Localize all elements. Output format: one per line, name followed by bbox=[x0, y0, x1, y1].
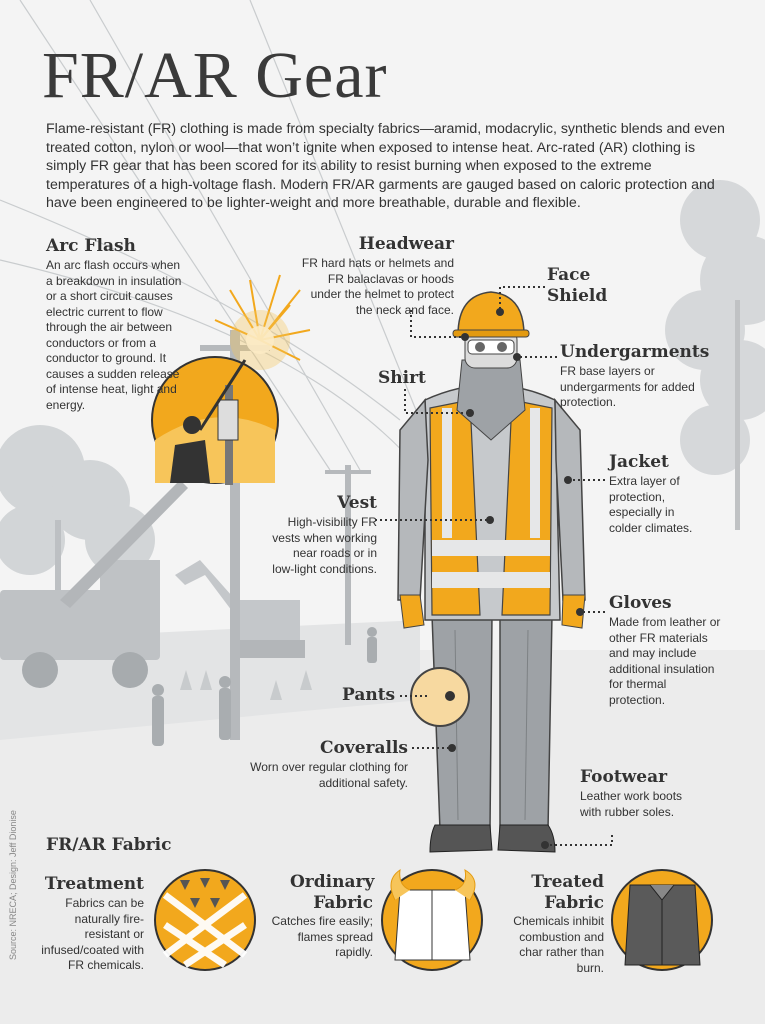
headwear-heading: Headwear bbox=[358, 234, 454, 254]
gloves-text: Made from leather or other FR materials and may include additional insulation for thermal protection. bbox=[609, 615, 721, 707]
ordinary-fabric-line2: Fabric bbox=[313, 893, 373, 913]
gloves-heading: Gloves bbox=[609, 593, 672, 613]
jacket-heading: Jacket bbox=[609, 452, 669, 472]
ordinary-fabric-line1: Ordinary bbox=[290, 872, 375, 892]
coveralls-text: Worn over regular clothing for additional safety. bbox=[250, 760, 408, 790]
footwear-text: Leather work boots with rubber soles. bbox=[580, 789, 683, 819]
headwear-text: FR hard hats or helmets and FR balaclavas or hoods under the helmet to protect the neck and face. bbox=[301, 256, 454, 317]
treated-fabric-circle bbox=[612, 870, 712, 970]
ordinary-fabric-heading bbox=[290, 872, 373, 914]
source-credit: Source: NRECA; Design: Jeff Dionise bbox=[8, 810, 18, 960]
ordinary-fabric-text: Catches fire easily; flames spread rapidly. bbox=[271, 914, 373, 959]
treatment-circle bbox=[155, 870, 255, 970]
treated-fabric-text: Chemicals inhibit combustion and char rather than burn. bbox=[513, 914, 604, 975]
coveralls-heading: Coveralls bbox=[319, 738, 408, 758]
undergarments-heading: Undergarments bbox=[560, 342, 710, 362]
ordinary-fabric-circle bbox=[382, 870, 482, 970]
fabric-heading: FR/AR Fabric bbox=[46, 835, 172, 855]
arc-flash-text: An arc flash occurs when a breakdown in insulation or a short circuit causes electric current to flow through the air between conductors or from a conductor to ground. It causes a sudden release of intense heat, light and energy. bbox=[46, 258, 182, 412]
shirt-heading: Shirt bbox=[378, 368, 426, 388]
treated-fabric-line1: Treated bbox=[531, 872, 604, 892]
pants-zoom bbox=[411, 668, 469, 726]
intro-paragraph: Flame-resistant (FR) clothing is made from specialty fabrics—aramid, modacrylic, synthetic blends and even treated cotton, nylon or wool—that won’t ignite when exposed to intense heat. Arc-rated (AR) clothing is simply FR gear that has been scored for its ability to resist burning when exposed to the extreme temperatures of a high-voltage flash. Modern FR/AR garments are gauged based on caloric protection and have been engineered to be lighter-weight and more breathable, durable and flexible. bbox=[46, 121, 725, 211]
jacket-text: Extra layer of protection, especially in colder climates. bbox=[609, 474, 693, 535]
face-shield-heading bbox=[547, 265, 627, 307]
treatment-heading: Treatment bbox=[44, 874, 144, 894]
face-shield-line1: Face bbox=[547, 265, 591, 285]
vest-text: High-visibility FR vests when working near roads or in low-light conditions. bbox=[272, 515, 377, 576]
page-title: FR/AR Gear bbox=[42, 39, 388, 112]
undergarments-text: FR base layers or undergarments for added protection. bbox=[560, 364, 695, 409]
pants-heading: Pants bbox=[342, 685, 396, 705]
treated-fabric-heading bbox=[520, 872, 604, 914]
face-shield-line2: Shield bbox=[547, 286, 608, 306]
arc-flash-heading: Arc Flash bbox=[46, 236, 136, 256]
treated-fabric-line2: Fabric bbox=[544, 893, 604, 913]
treatment-text: Fabrics can be naturally fire-resistant or infused/coated with FR chemicals. bbox=[41, 896, 144, 972]
vest-heading: Vest bbox=[337, 493, 377, 513]
footwear-heading: Footwear bbox=[580, 767, 668, 787]
